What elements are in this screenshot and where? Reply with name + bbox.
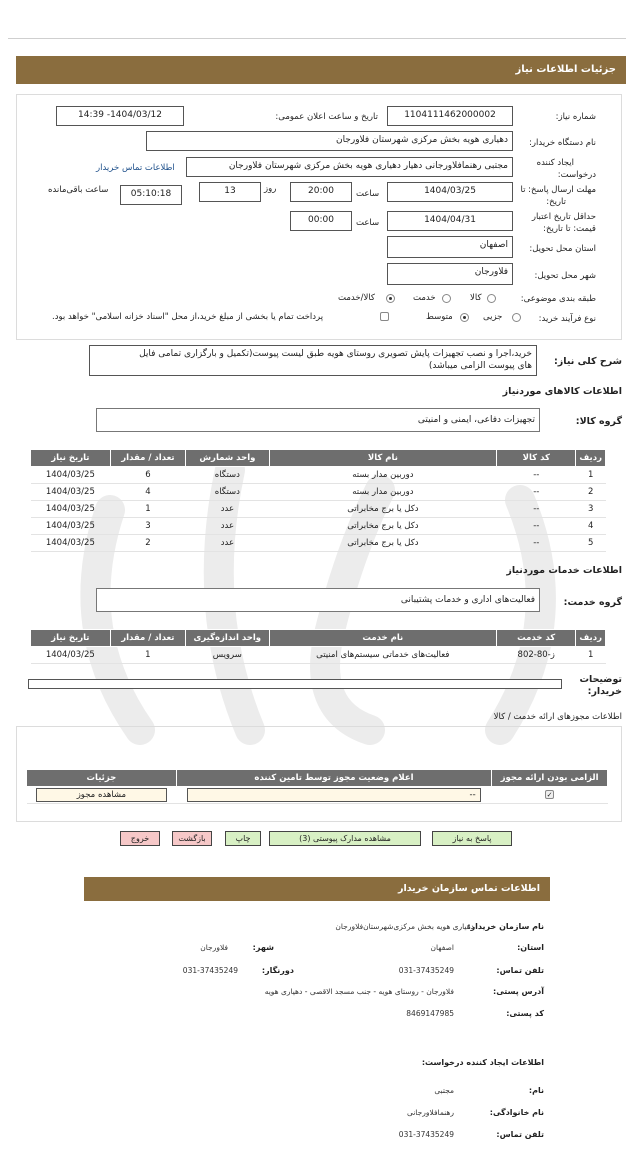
cell: دستگاه (186, 484, 269, 501)
cell: 1 (110, 647, 185, 664)
postal-label: کد پستی: (506, 1009, 544, 1018)
category-radio-service[interactable] (442, 294, 451, 303)
creator-family-label: نام خانوادگی: (489, 1108, 544, 1117)
creator-family-value: رهنمافلاورجانی (406, 1108, 454, 1117)
permit-required-cell (492, 787, 608, 804)
cell: 2 (110, 535, 185, 552)
deadline-label-2: تاریخ: (546, 197, 566, 207)
permits-title: اطلاعات مجوزهای ارائه خدمت / کالا (493, 712, 622, 722)
creator-label-2: درخواست: (557, 170, 596, 180)
announce-field: 1404/03/12- 14:39 (56, 106, 184, 126)
services-col-row: ردیف (576, 630, 606, 647)
city-contact-value: فلاورجان (200, 943, 228, 952)
deadline-time-field: 20:00 (290, 182, 352, 202)
permits-col-required: الزامی بودن ارائه مجوز (492, 770, 608, 787)
permits-col-status: اعلام وضعیت مجوز توسط تامین کننده (176, 770, 491, 787)
back-button[interactable]: بازگشت (172, 831, 212, 846)
cell: فعالیت‌های خدماتی سیستم‌های امنیتی (269, 647, 496, 664)
category-label: طبقه بندی موضوعی: (520, 294, 596, 304)
services-section-title: اطلاعات خدمات موردنیاز (506, 565, 622, 576)
address-label: آدرس پستی: (493, 987, 544, 996)
cell: 1 (110, 501, 185, 518)
cell: دکل یا برج مخابراتی (269, 518, 497, 535)
need-number-label: شماره نیاز: (555, 112, 596, 122)
category-radio-both[interactable] (386, 294, 395, 303)
validity-date-field: 1404/04/31 (387, 211, 513, 231)
cell: -- (497, 501, 576, 518)
services-table-header (31, 630, 606, 647)
cell: عدد (186, 535, 269, 552)
permit-details-cell (27, 787, 177, 804)
services-col-unit: واحد اندازه‌گیری (186, 630, 270, 647)
process-option-minor: جزیی (483, 312, 503, 322)
creator-info-title: اطلاعات ایجاد کننده درخواست: (421, 1058, 544, 1067)
services-table (30, 629, 606, 664)
cell: دکل یا برج مخابراتی (269, 535, 497, 552)
view-permit-button[interactable]: مشاهده مجوز (36, 788, 168, 802)
cell: -- (497, 535, 576, 552)
cell: 5 (576, 535, 606, 552)
process-label: نوع فرآیند خرید: (538, 314, 596, 324)
page-title: جزئیات اطلاعات نیاز (16, 56, 626, 84)
need-number-field: 1104111462000002 (387, 106, 513, 126)
province-contact-value: اصفهان (430, 943, 454, 952)
province-field: اصفهان (387, 236, 513, 258)
cell: 3 (576, 501, 606, 518)
phone-label: تلفن تماس: (496, 966, 544, 975)
city-field: فلاورجان (387, 263, 513, 285)
validity-time-field: 00:00 (290, 211, 352, 231)
goods-col-unit: واحد شمارش (186, 450, 269, 467)
validity-time-label: ساعت (356, 218, 380, 228)
city-label: شهر محل تحویل: (534, 271, 596, 281)
buyer-label: نام دستگاه خریدار: (529, 138, 596, 148)
cell: 1 (576, 467, 606, 484)
table-row (31, 501, 606, 518)
cell: -- (497, 518, 576, 535)
description-line-2: های پیوست الزامی میباشد) (428, 361, 532, 371)
cell: دستگاه (186, 467, 269, 484)
cell: ز-80-802 (496, 647, 575, 664)
treasury-payment-checkbox[interactable] (380, 312, 389, 321)
creator-field: مجتبی رهنمافلاورجانی دهیار دهیاری هویه بخش مرکزی شهرستان فلاورجان (186, 157, 513, 177)
remaining-label: ساعت باقی‌مانده (48, 185, 109, 195)
announce-label: تاریخ و ساعت اعلان عمومی: (275, 112, 378, 122)
province-contact-label: استان: (517, 943, 544, 952)
table-row (31, 518, 606, 535)
address-value: فلاورجان - روستای هویه - جنب مسجد الاقصی - دهیاری هویه (264, 987, 454, 996)
fax-value: 031-37435249 (182, 966, 238, 975)
goods-col-row: ردیف (576, 450, 606, 467)
permits-col-details: جزئیات (27, 770, 177, 787)
goods-table (30, 449, 606, 552)
process-radio-medium[interactable] (460, 313, 469, 322)
reply-button[interactable]: پاسخ به نیاز (432, 831, 512, 846)
goods-col-date: تاریخ نیاز (31, 450, 111, 467)
fax-label: دورنگار: (261, 966, 294, 975)
cell: 2 (576, 484, 606, 501)
table-row (31, 535, 606, 552)
services-group-label: گروه خدمت: (563, 597, 622, 608)
goods-group-label: گروه کالا: (575, 416, 622, 427)
cell: دوربین مدار بسته (269, 467, 497, 484)
buyer-notes-label-2: خریدار: (587, 686, 622, 697)
description-box (89, 345, 537, 376)
table-row (27, 787, 608, 804)
top-divider (8, 38, 626, 39)
creator-name-value: مجتبی (434, 1086, 454, 1095)
services-col-qty: تعداد / مقدار (110, 630, 185, 647)
cell: عدد (186, 518, 269, 535)
province-label: استان محل تحویل: (529, 244, 596, 254)
cell: -- (497, 467, 576, 484)
city-contact-label: شهر: (252, 943, 274, 952)
process-option-medium: متوسط (426, 312, 453, 322)
cell: سرویس (186, 647, 270, 664)
table-row (31, 647, 606, 664)
deadline-label-1: مهلت ارسال پاسخ: تا (520, 185, 596, 195)
cell: -- (497, 484, 576, 501)
cell: دکل یا برج مخابراتی (269, 501, 497, 518)
creator-label-1: ایجاد کننده (536, 158, 574, 168)
contact-info-link[interactable]: اطلاعات تماس خریدار (96, 163, 175, 173)
org-label: نام سازمان خریدار: (467, 922, 544, 931)
cell: 1404/03/25 (31, 647, 111, 664)
goods-col-name: نام کالا (269, 450, 497, 467)
exit-button[interactable]: خروج (120, 831, 160, 846)
creator-phone-label: تلفن تماس: (496, 1130, 544, 1139)
cell: 1404/03/25 (31, 484, 111, 501)
print-button[interactable]: چاپ (225, 831, 261, 846)
cell: 1 (576, 647, 606, 664)
attachments-button[interactable]: مشاهده مدارک پیوستی (3) (269, 831, 421, 846)
days-field: 13 (199, 182, 261, 202)
description-label: شرح کلی نیاز: (553, 356, 622, 367)
permit-status-field[interactable]: -- (187, 788, 480, 802)
creator-phone-value: 031-37435249 (398, 1130, 454, 1139)
category-option-service: خدمت (413, 293, 436, 303)
deadline-time-label: ساعت (356, 189, 380, 199)
services-col-name: نام خدمت (269, 630, 496, 647)
permit-required-checkbox: ✓ (546, 791, 553, 799)
cell: دوربین مدار بسته (269, 484, 497, 501)
goods-section-title: اطلاعات کالاهای موردنیاز (502, 386, 622, 397)
services-col-code: کد خدمت (496, 630, 575, 647)
treasury-payment-note: پرداخت تمام یا بخشی از مبلغ خرید،از محل "اسناد خزانه اسلامی" خواهد بود. (52, 312, 324, 322)
category-radio-goods[interactable] (487, 294, 496, 303)
remaining-field: 05:10:18 (120, 185, 182, 205)
buyer-field: دهیاری هویه بخش مرکزی شهرستان فلاورجان (146, 131, 513, 151)
buyer-notes-field (28, 679, 562, 689)
cell: 1404/03/25 (31, 501, 111, 518)
contact-section-title: اطلاعات تماس سازمان خریدار (84, 877, 550, 901)
cell: 1404/03/25 (31, 518, 111, 535)
services-group-field: فعالیت‌های اداری و خدمات پشتیبانی (96, 588, 540, 612)
table-row (31, 467, 606, 484)
cell: 3 (110, 518, 185, 535)
permits-table (26, 769, 608, 804)
days-label: روز (264, 184, 277, 194)
org-value: دهیاری هویه بخش مرکزی‌شهرستان‌فلاورجان (335, 922, 474, 931)
category-option-both: کالا/خدمت (338, 293, 375, 303)
goods-col-code: کد کالا (497, 450, 576, 467)
deadline-date-field: 1404/03/25 (387, 182, 513, 202)
postal-value: 8469147985 (406, 1009, 454, 1018)
cell: 1404/03/25 (31, 467, 111, 484)
cell: عدد (186, 501, 269, 518)
process-radio-minor[interactable] (512, 313, 521, 322)
category-option-goods: کالا (470, 293, 482, 303)
table-row (31, 484, 606, 501)
services-col-date: تاریخ نیاز (31, 630, 111, 647)
cell: 4 (110, 484, 185, 501)
description-line-1: خرید،اجرا و نصب تجهیزات پایش تصویری روستای هویه طبق لیست پیوست(تکمیل و بارگزاری تمامی فایل (139, 349, 532, 359)
goods-col-qty: تعداد / مقدار (110, 450, 185, 467)
goods-group-field: تجهیزات دفاعی، ایمنی و امنیتی (96, 408, 540, 432)
cell: 4 (576, 518, 606, 535)
cell: 6 (110, 467, 185, 484)
phone-value: 031-37435249 (398, 966, 454, 975)
cell: 1404/03/25 (31, 535, 111, 552)
creator-name-label: نام: (528, 1086, 544, 1095)
validity-label-2: قیمت: تا تاریخ: (543, 224, 596, 234)
validity-label-1: حداقل تاریخ اعتبار (531, 212, 596, 222)
permits-table-header (27, 770, 608, 787)
permit-status-cell (176, 787, 491, 804)
buyer-notes-label-1: توضیحات (579, 674, 622, 685)
goods-table-header (31, 450, 606, 467)
